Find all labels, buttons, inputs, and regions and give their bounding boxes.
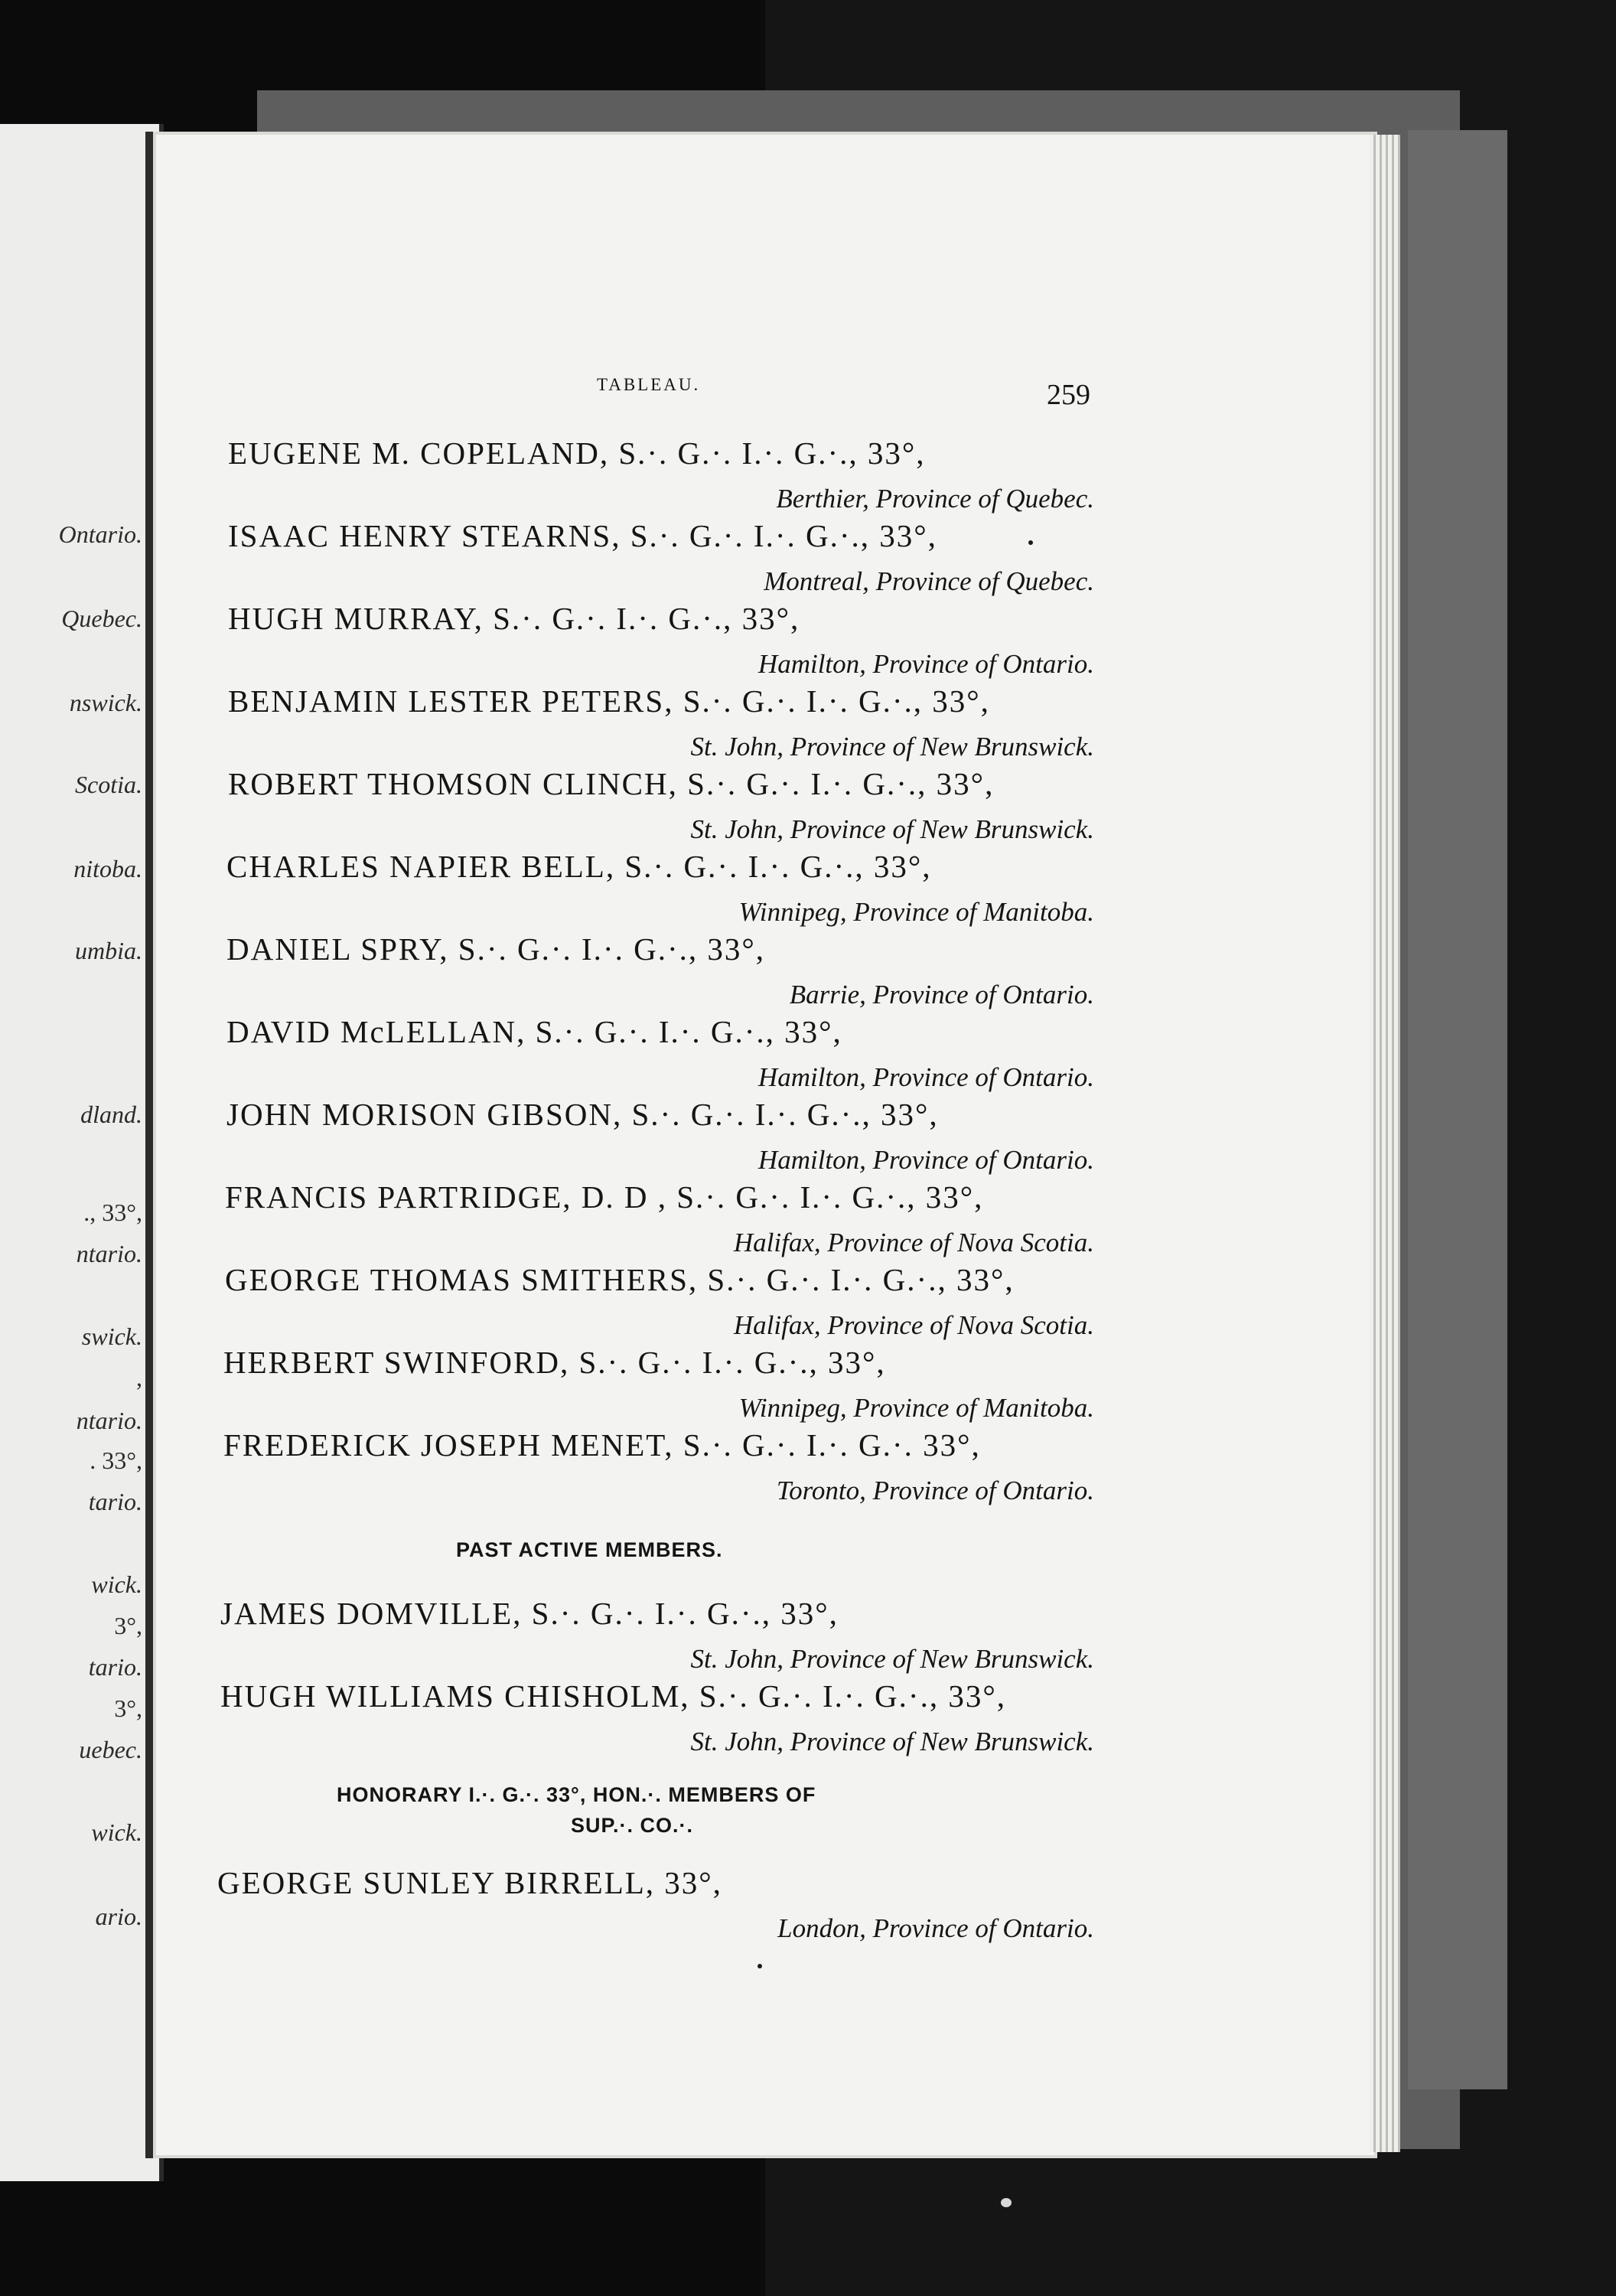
member-place: St. John, Province of New Brunswick. — [690, 732, 1094, 762]
left-page-fragment: 3°, — [114, 1612, 142, 1639]
member-place: Hamilton, Province of Ontario. — [758, 649, 1094, 679]
left-page-fragment: ntario. — [76, 1240, 142, 1267]
left-page-fragment: 3°, — [114, 1694, 142, 1722]
member-place: St. John, Province of New Brunswick. — [690, 814, 1094, 844]
left-facing-page — [0, 124, 164, 2181]
member-place: Winnipeg, Province of Manitoba. — [738, 1393, 1094, 1423]
member-name: JOHN MORISON GIBSON, S.·. G.·. I.·. G.·., 33°, — [226, 1097, 939, 1132]
member-name: EUGENE M. COPELAND, S.·. G.·. I.·. G.·., 33°, — [228, 435, 926, 471]
member-name: JAMES DOMVILLE, S.·. G.·. I.·. G.·., 33°, — [220, 1596, 839, 1631]
member-name: BENJAMIN LESTER PETERS, S.·. G.·. I.·. G.·., 33°, — [228, 683, 990, 719]
member-place: Halifax, Province of Nova Scotia. — [733, 1228, 1094, 1257]
member-name: HUGH WILLIAMS CHISHOLM, S.·. G.·. I.·. G.·., 33°, — [220, 1678, 1006, 1714]
ink-speck — [1028, 540, 1033, 545]
section-heading-honorary-line2: SUP.·. CO.·. — [571, 1814, 694, 1837]
left-page-fragment: swick. — [81, 1322, 142, 1350]
left-page-fragment: nswick. — [69, 689, 142, 716]
left-page-fragment: umbia. — [75, 937, 142, 964]
left-page-fragment: nitoba. — [73, 855, 142, 882]
member-name: HUGH MURRAY, S.·. G.·. I.·. G.·., 33°, — [228, 601, 800, 636]
section-heading-honorary: HONORARY I.·. G.·. 33°, HON.·. MEMBERS OF — [337, 1783, 816, 1806]
member-name: CHARLES NAPIER BELL, S.·. G.·. I.·. G.·., 33°, — [226, 849, 932, 884]
member-place: St. John, Province of New Brunswick. — [690, 1727, 1094, 1756]
member-place: Winnipeg, Province of Manitoba. — [738, 897, 1094, 927]
left-page-fragment: uebec. — [79, 1736, 142, 1763]
member-place: Toronto, Province of Ontario. — [776, 1476, 1094, 1505]
member-name: FRANCIS PARTRIDGE, D. D , S.·. G.·. I.·. G.·., 33°, — [225, 1179, 984, 1215]
left-page-fragment: ario. — [95, 1903, 142, 1930]
left-page-fragment: Quebec. — [61, 605, 142, 632]
member-name: ROBERT THOMSON CLINCH, S.·. G.·. I.·. G.·., 33°, — [228, 766, 995, 801]
member-place: Halifax, Province of Nova Scotia. — [733, 1310, 1094, 1340]
running-title: TABLEAU. — [597, 375, 701, 394]
member-name: ISAAC HENRY STEARNS, S.·. G.·. I.·. G.·., 33°, — [228, 518, 937, 553]
section-heading-past: PAST ACTIVE MEMBERS. — [456, 1538, 723, 1561]
member-place: Hamilton, Province of Ontario. — [758, 1145, 1094, 1175]
left-page-fragment: dland. — [80, 1101, 142, 1128]
left-page-fragment: , — [136, 1364, 142, 1391]
member-place: London, Province of Ontario. — [777, 1913, 1094, 1943]
member-name: DANIEL SPRY, S.·. G.·. I.·. G.·., 33°, — [226, 931, 765, 967]
left-page-fragment: tario. — [88, 1653, 142, 1681]
left-page-fragment: ., 33°, — [83, 1199, 142, 1226]
member-place: Barrie, Province of Ontario. — [789, 980, 1094, 1009]
member-name: GEORGE THOMAS SMITHERS, S.·. G.·. I.·. G.·., 33°, — [225, 1262, 1015, 1297]
left-page-fragment: . 33°, — [90, 1446, 142, 1474]
page-number: 259 — [1047, 379, 1090, 411]
member-place: Montreal, Province of Quebec. — [764, 566, 1094, 596]
left-page-fragment: tario. — [88, 1488, 142, 1515]
dust-speck — [1001, 2198, 1012, 2207]
torn-paper-edge — [1408, 130, 1507, 2089]
member-name: HERBERT SWINFORD, S.·. G.·. I.·. G.·., 33°, — [223, 1345, 886, 1380]
member-place: St. John, Province of New Brunswick. — [690, 1644, 1094, 1674]
page-edges — [1370, 135, 1400, 2152]
member-name: FREDERICK JOSEPH MENET, S.·. G.·. I.·. G.·. 33°, — [223, 1427, 981, 1463]
member-name: DAVID McLELLAN, S.·. G.·. I.·. G.·., 33°, — [226, 1014, 842, 1049]
left-page-fragment: Scotia. — [75, 771, 142, 798]
member-place: Berthier, Province of Quebec. — [776, 484, 1094, 514]
left-page-fragment: Ontario. — [58, 520, 142, 548]
member-place: Hamilton, Province of Ontario. — [758, 1062, 1094, 1092]
left-page-fragment: wick. — [91, 1570, 142, 1598]
ink-speck — [758, 1964, 762, 1968]
left-page-fragment: ntario. — [76, 1407, 142, 1434]
member-name: GEORGE SUNLEY BIRRELL, 33°, — [217, 1865, 722, 1900]
left-page-fragment: wick. — [91, 1818, 142, 1846]
